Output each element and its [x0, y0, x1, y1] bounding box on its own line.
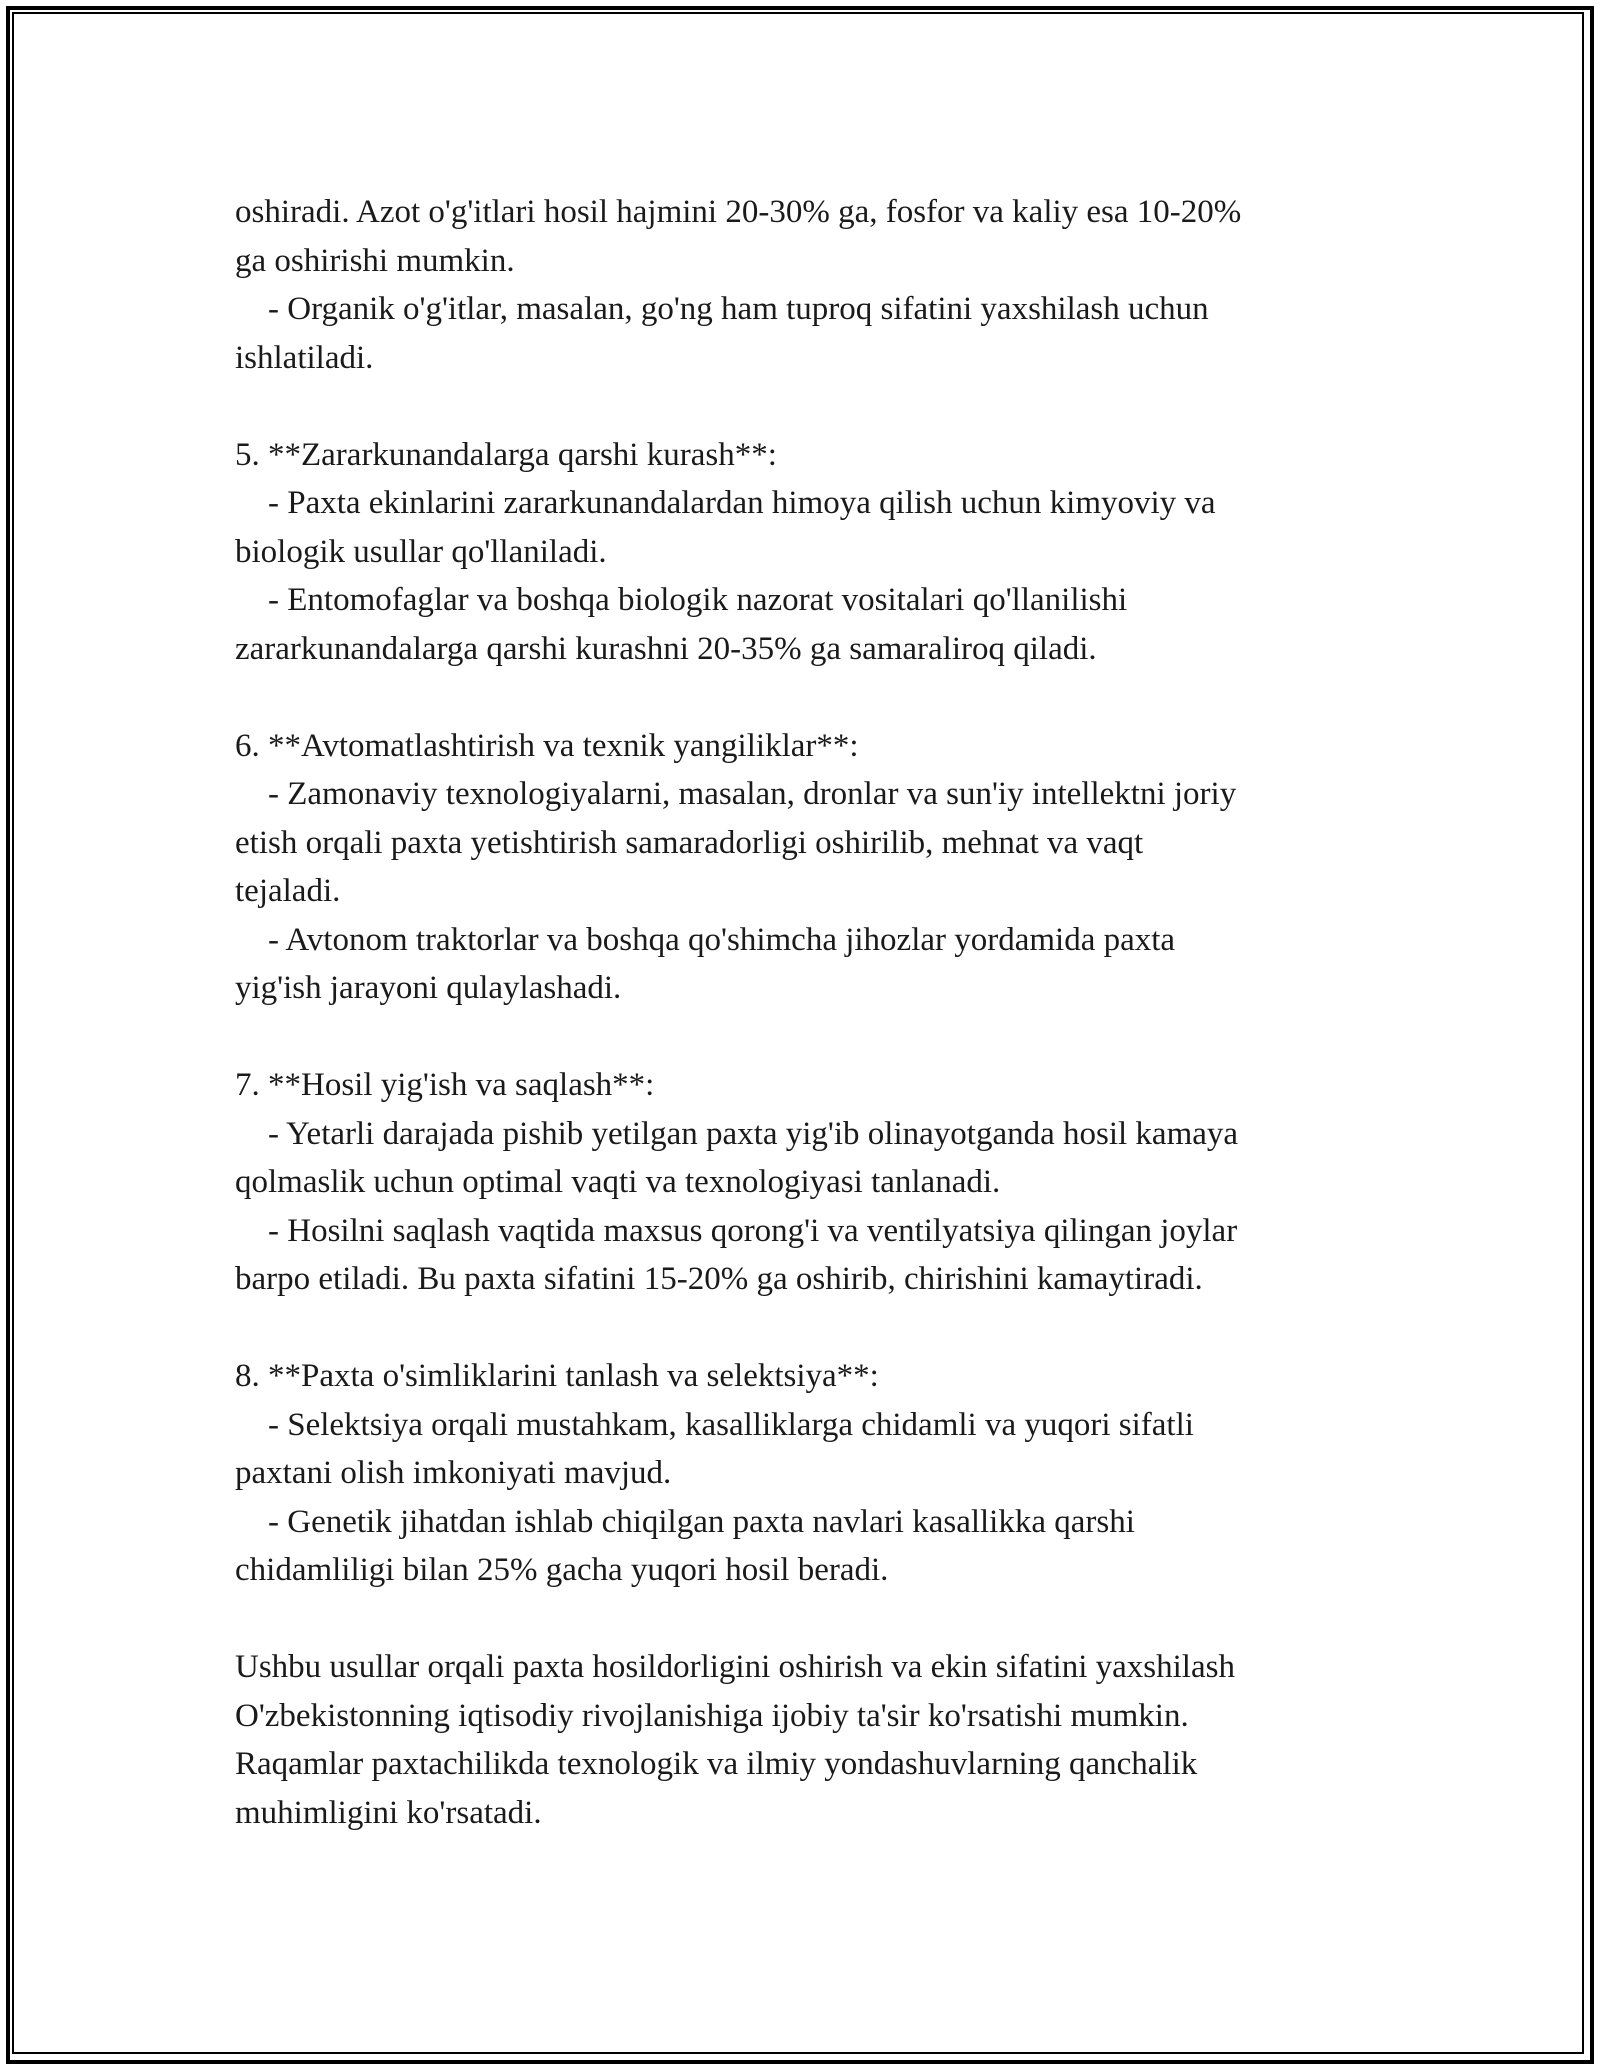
text-line: Raqamlar paxtachilikda texnologik va ilmiy yondashuvlarning qanchalik: [235, 1746, 1198, 1782]
section-5: [235, 431, 1380, 674]
text-line: Ushbu usullar orqali paxta hosildorligini oshirish va ekin sifatini yaxshilash: [235, 1649, 1235, 1685]
text-line: - Organik o'g'itlar, masalan, go'ng ham tuproq sifatini yaxshilash uchun: [235, 291, 1209, 327]
text-line: biologik usullar qo'llaniladi.: [235, 533, 607, 570]
text-line: muhimligini ko'rsatadi.: [235, 1794, 542, 1831]
text-line: zararkunandalarga qarshi kurashni 20-35% ga samaraliroq qiladi.: [235, 630, 1097, 667]
text-line: - Yetarli darajada pishib yetilgan paxta yig'ib olinayotganda hosil kamaya: [235, 1115, 1239, 1152]
text-line: - Hosilni saqlash vaqtida maxsus qorong'i va ventilyatsiya qilingan joylar: [235, 1212, 1238, 1249]
paragraph-intro-continuation: [235, 188, 1380, 382]
section-heading: 6. **Avtomatlashtirish va texnik yangiliklar**:: [235, 727, 859, 764]
text-line: - Entomofaglar va boshqa biologik nazorat vositalari qo'llanilishi: [235, 582, 1128, 618]
section-heading: 7. **Hosil yig'ish va saqlash**:: [235, 1067, 655, 1103]
text-line: ishlatiladi.: [235, 339, 374, 376]
text-line: - Avtonom traktorlar va boshqa qo'shimcha jihozlar yordamida paxta: [235, 921, 1176, 958]
document-body: [235, 188, 1380, 1837]
text-line: oshiradi. Azot o'g'itlari hosil hajmini 20-30% ga, fosfor va kaliy esa 10-20%: [235, 194, 1242, 230]
text-line: tejaladi.: [235, 873, 341, 909]
paragraph-gap: [235, 382, 1380, 431]
text-line: chidamliligi bilan 25% gacha yuqori hosil beradi.: [235, 1552, 889, 1588]
text-line: - Zamonaviy texnologiyalarni, masalan, dronlar va sun'iy intellektni joriy: [235, 776, 1237, 812]
section-heading: 5. **Zararkunandalarga qarshi kurash**:: [235, 436, 777, 473]
text-line: - Genetik jihatdan ishlab chiqilgan paxta navlari kasallikka qarshi: [235, 1503, 1135, 1540]
conclusion-paragraph: [235, 1643, 1380, 1837]
paragraph-gap: [235, 1595, 1380, 1644]
text-line: yig'ish jarayoni qulaylashadi.: [235, 970, 622, 1006]
paragraph-gap: [235, 673, 1380, 722]
paragraph-gap: [235, 1304, 1380, 1353]
text-line: O'zbekistonning iqtisodiy rivojlanishiga ijobiy ta'sir ko'rsatishi mumkin.: [235, 1697, 1189, 1734]
section-8: [235, 1352, 1380, 1595]
text-line: ga oshirishi mumkin.: [235, 242, 515, 279]
text-line: barpo etiladi. Bu paxta sifatini 15-20% ga oshirib, chirishini kamaytiradi.: [235, 1261, 1203, 1297]
text-line: qolmaslik uchun optimal vaqti va texnologiyasi tanlanadi.: [235, 1164, 1001, 1200]
text-line: - Selektsiya orqali mustahkam, kasalliklarga chidamli va yuqori sifatli: [235, 1406, 1194, 1443]
text-line: paxtani olish imkoniyati mavjud.: [235, 1455, 672, 1491]
paragraph-gap: [235, 1013, 1380, 1062]
text-line: etish orqali paxta yetishtirish samaradorligi oshirilib, mehnat va vaqt: [235, 824, 1144, 861]
section-7: [235, 1061, 1380, 1304]
text-line: - Paxta ekinlarini zararkunandalardan himoya qilish uchun kimyoviy va: [235, 485, 1216, 521]
section-heading: 8. **Paxta o'simliklarini tanlash va selektsiya**:: [235, 1358, 879, 1394]
section-6: [235, 722, 1380, 1013]
